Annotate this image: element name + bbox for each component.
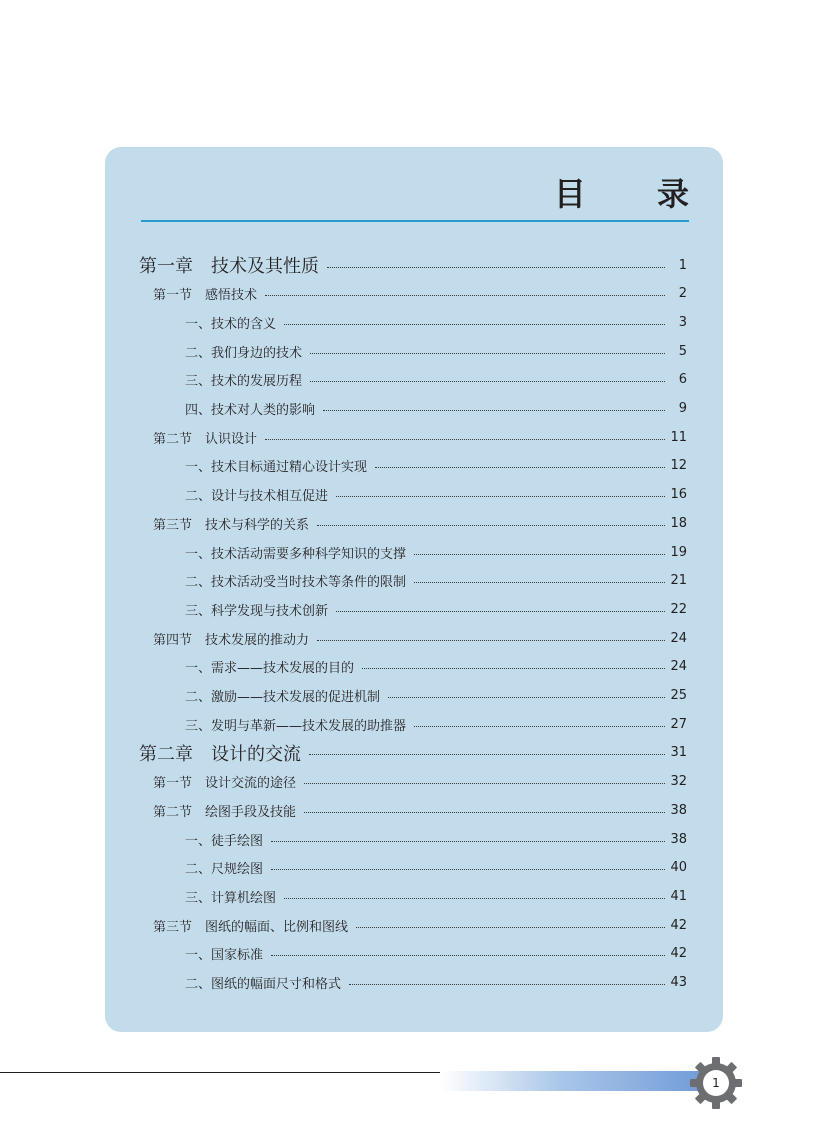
toc-entry-page: 32 [670, 774, 687, 790]
toc-entry-label: 三、科学发现与技术创新 [185, 603, 329, 619]
toc-entry-page: 42 [670, 946, 687, 962]
toc-entry-label: 二、尺规绘图 [185, 862, 264, 878]
toc-entry-label: 第一节 设计交流的途径 [153, 776, 297, 792]
toc-entry-label: 二、我们身边的技术 [185, 345, 303, 361]
toc-entry-label: 第二节 认识设计 [153, 431, 258, 447]
dot-leader [362, 668, 665, 669]
dot-leader [304, 812, 665, 813]
toc-entry-page: 6 [678, 372, 687, 388]
toc-entry-item[interactable] [185, 367, 723, 393]
toc-entry-label: 一、国家标准 [185, 948, 264, 964]
toc-entry-page: 21 [670, 573, 687, 589]
dot-leader [284, 898, 665, 899]
toc-entry-item[interactable] [185, 941, 723, 967]
toc-entry-section[interactable] [153, 281, 723, 307]
toc-panel [105, 147, 723, 1032]
toc-entry-label: 第二节 绘图手段及技能 [153, 804, 297, 820]
toc-entry-page: 2 [678, 286, 687, 302]
toc-entry-page: 5 [678, 343, 687, 359]
dot-leader [271, 869, 665, 870]
dot-leader [317, 525, 665, 526]
dot-leader [271, 841, 665, 842]
dot-leader [323, 410, 665, 411]
toc-entry-page: 1 [678, 257, 687, 273]
toc-entry-item[interactable] [185, 482, 723, 508]
toc-entry-page: 22 [670, 601, 687, 617]
toc-entry-label: 一、需求——技术发展的目的 [185, 661, 355, 677]
toc-entry-label: 二、设计与技术相互促进 [185, 489, 329, 505]
dot-leader [304, 783, 665, 784]
toc-entry-label: 三、计算机绘图 [185, 890, 277, 906]
dot-leader [375, 467, 665, 468]
toc-entry-page: 9 [678, 401, 687, 416]
dot-leader [271, 955, 665, 956]
toc-entry-section[interactable] [153, 510, 723, 536]
toc-entry-page: 19 [670, 544, 687, 560]
toc-entry-item[interactable] [185, 338, 723, 364]
toc-entry-item[interactable] [185, 826, 723, 852]
dot-leader [265, 295, 665, 296]
dot-leader [310, 353, 665, 354]
toc-entry-section[interactable] [153, 797, 723, 823]
toc-entry-page: 40 [670, 860, 687, 876]
toc-entry-page: 42 [670, 917, 687, 933]
dot-leader [336, 496, 665, 497]
toc-entry-item[interactable] [185, 683, 723, 709]
toc-entry-page: 12 [670, 458, 687, 474]
toc-entry-label: 四、技术对人类的影响 [185, 403, 316, 418]
toc-entry-chapter[interactable] [139, 740, 723, 766]
toc-entry-page: 43 [670, 975, 687, 990]
toc-entry-item[interactable] [185, 711, 723, 737]
toc-entry-page: 38 [670, 802, 687, 818]
dot-leader [414, 582, 665, 583]
toc-entry-label: 二、图纸的幅面尺寸和格式 [185, 977, 342, 992]
toc-entry-item[interactable] [185, 396, 723, 422]
toc-entry-label: 一、徒手绘图 [185, 833, 264, 849]
dot-leader [349, 984, 665, 985]
dot-leader [336, 611, 665, 612]
toc-entry-page: 24 [670, 659, 687, 675]
dot-leader [327, 267, 665, 268]
toc-entry-item[interactable] [185, 568, 723, 594]
toc-entry-label: 第四节 技术发展的推动力 [153, 632, 310, 648]
toc-entry-page: 3 [678, 314, 687, 330]
toc-entry-item[interactable] [185, 654, 723, 680]
toc-entry-chapter[interactable] [139, 252, 723, 278]
toc-entry-label: 三、技术的发展历程 [185, 374, 303, 390]
toc-entry-section[interactable] [153, 912, 723, 938]
toc-entry-label: 第一章 技术及其性质 [139, 256, 319, 277]
dot-leader [310, 381, 665, 382]
toc-entry-item[interactable] [185, 596, 723, 622]
dot-leader [309, 754, 665, 755]
toc-entry-item[interactable] [185, 453, 723, 479]
toc-title: 目 录 [553, 175, 719, 213]
toc-entry-label: 第三节 技术与科学的关系 [153, 517, 310, 533]
toc-entry-label: 一、技术目标通过精心设计实现 [185, 460, 368, 476]
toc-entry-section[interactable] [153, 625, 723, 651]
dot-leader [265, 439, 665, 440]
toc-entry-label: 二、激励——技术发展的促进机制 [185, 690, 381, 705]
toc-entry-label: 第三节 图纸的幅面、比例和图线 [153, 919, 349, 935]
toc-entry-page: 24 [670, 630, 687, 646]
toc-entry-page: 27 [670, 716, 687, 732]
toc-entry-page: 31 [670, 745, 687, 761]
dot-leader [317, 640, 665, 641]
toc-entry-label: 第二章 设计的交流 [139, 743, 301, 765]
title-divider [141, 220, 689, 222]
toc-entry-item[interactable] [185, 309, 723, 335]
toc-entry-label: 一、技术的含义 [185, 316, 277, 332]
footer-gradient-bar [440, 1071, 710, 1091]
toc-entry-section[interactable] [153, 769, 723, 795]
toc-entry-page: 25 [670, 688, 687, 703]
dot-leader [388, 697, 665, 698]
dot-leader [356, 927, 665, 928]
dot-leader [414, 726, 665, 727]
toc-entry-label: 二、技术活动受当时技术等条件的限制 [185, 575, 407, 591]
toc-entry-label: 第一节 感悟技术 [153, 288, 258, 304]
toc-entry-label: 一、技术活动需要多种科学知识的支撑 [185, 546, 407, 562]
toc-entry-section[interactable] [153, 424, 723, 450]
dot-leader [414, 554, 665, 555]
toc-entry-page: 38 [670, 831, 687, 847]
toc-entry-page: 11 [670, 429, 687, 445]
toc-entry-item[interactable] [185, 855, 723, 881]
toc-entry-page: 41 [670, 888, 687, 904]
dot-leader [284, 324, 665, 325]
toc-entry-item[interactable] [185, 539, 723, 565]
toc-entry-item[interactable] [185, 970, 723, 996]
page-number: 1 [712, 1076, 720, 1090]
toc-entry-item[interactable] [185, 883, 723, 909]
toc-entry-page: 16 [670, 487, 687, 503]
toc-entry-page: 18 [670, 515, 687, 531]
toc-entry-label: 三、发明与革新——技术发展的助推器 [185, 718, 407, 734]
